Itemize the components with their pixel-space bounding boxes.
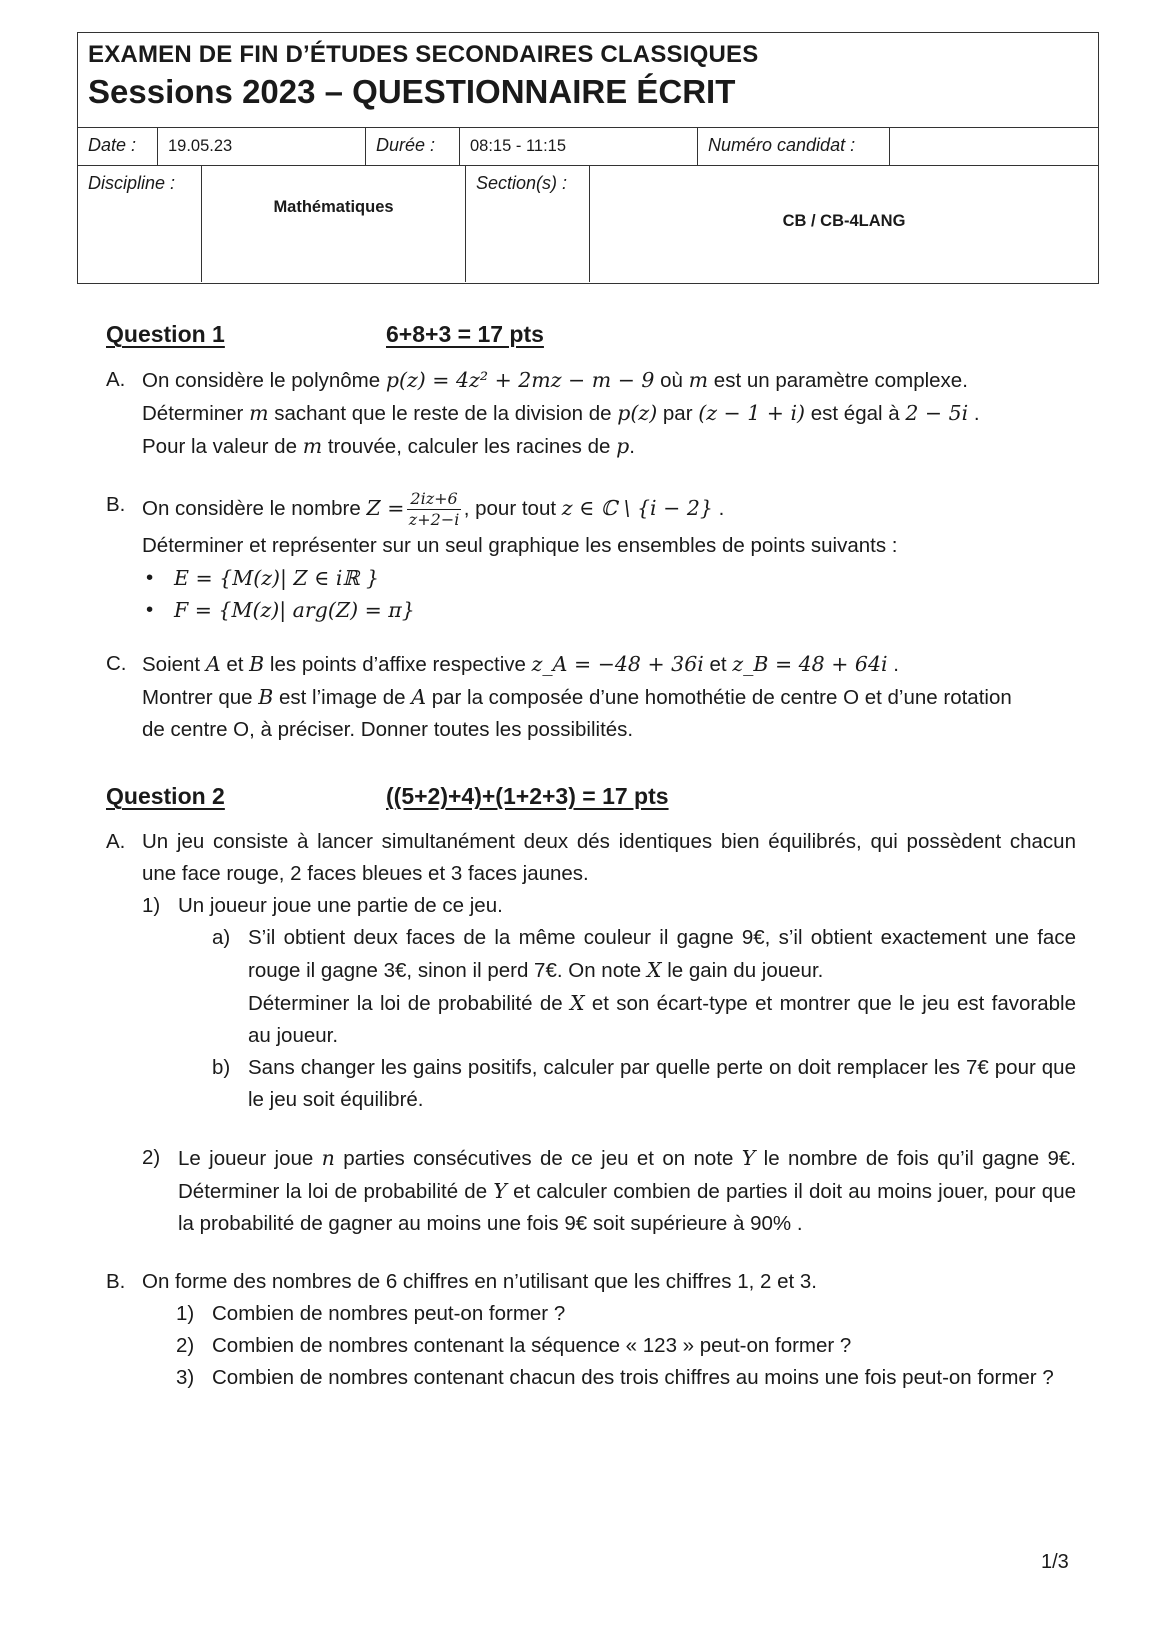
sub-label: 3) xyxy=(176,1366,195,1389)
date-value: 19.05.23 xyxy=(158,128,366,165)
math: F = {M(z)| arg(Z) = π} xyxy=(174,598,415,622)
text: Déterminer xyxy=(142,402,250,425)
question-1-title: Question 1 xyxy=(106,321,225,347)
text: . xyxy=(712,496,725,520)
numero-candidat-field[interactable] xyxy=(890,128,1098,165)
text-line xyxy=(142,489,1076,530)
part-label: A. xyxy=(106,830,126,853)
math: X xyxy=(569,991,585,1015)
text: . xyxy=(629,435,635,458)
list-item xyxy=(176,1330,1076,1362)
sub-label: 2) xyxy=(176,1334,195,1357)
text-line xyxy=(142,364,1076,397)
q1-part-a-text xyxy=(142,364,1076,463)
sub-label: a) xyxy=(212,926,231,949)
part-label: B. xyxy=(106,1270,126,1293)
exam-title: EXAMEN DE FIN D’ÉTUDES SECONDAIRES CLASSIQUES xyxy=(88,41,759,68)
math: (z − 1 + i) xyxy=(698,401,806,425)
session-title: Sessions 2023 – QUESTIONNAIRE ÉCRIT xyxy=(88,73,736,110)
bullet-item xyxy=(146,562,1076,594)
q2-part-b-text xyxy=(142,1266,1076,1394)
math: m xyxy=(688,368,709,392)
sub-label: 1) xyxy=(176,1302,195,1325)
math: p(z) = 4z² + 2mz − m − 9 xyxy=(385,368,655,392)
text: On considère le nombre xyxy=(142,496,367,520)
text: Déterminer la loi de probabilité de xyxy=(248,992,570,1015)
sub-label: 1) xyxy=(142,894,161,917)
math: z_A = −48 + 36i xyxy=(531,652,704,676)
sections-label: Section(s) : xyxy=(466,166,590,282)
math: p xyxy=(616,434,630,458)
date-label: Date : xyxy=(78,128,158,165)
fraction-numerator: 2iz+6 xyxy=(407,489,460,510)
discipline-value: Mathématiques xyxy=(202,166,466,282)
math: B xyxy=(258,685,274,709)
sub-question-b xyxy=(212,1052,1076,1116)
q1-part-b-text xyxy=(142,489,1076,626)
text-line: de centre O, à préciser. Donner toutes les possibilités. xyxy=(142,718,634,741)
bullet-icon: • xyxy=(146,598,154,621)
text-line: Déterminer et représenter sur un seul graphique les ensembles de points suivants : xyxy=(142,534,898,557)
text: , pour tout xyxy=(463,496,562,520)
math: Y xyxy=(741,1146,756,1170)
header-row-discipline xyxy=(78,166,1098,282)
part-label: A. xyxy=(106,368,126,391)
fraction-denominator: z+2−i xyxy=(408,510,460,529)
text: est un paramètre complexe. xyxy=(708,369,968,392)
numero-candidat-label: Numéro candidat : xyxy=(698,128,890,165)
page-number: 1/3 xyxy=(1041,1551,1069,1573)
q2-part-a-text xyxy=(142,826,1076,1240)
q1-part-b xyxy=(106,489,1076,626)
sub-question-1-body xyxy=(178,890,1076,1116)
header-titles xyxy=(78,33,1098,128)
list-item xyxy=(176,1298,1076,1330)
math: m xyxy=(302,434,323,458)
text: par xyxy=(657,402,699,425)
part-label: B. xyxy=(106,493,126,516)
sub-label: b) xyxy=(212,1056,231,1079)
sub-question-2-text xyxy=(178,1142,1076,1240)
text: trouvée, calculer les racines de xyxy=(322,435,617,458)
text: le nombre de fois qu’il gagne 9€. Déterminer la loi de probabilité de xyxy=(178,1147,1076,1203)
list-item-text: Combien de nombres peut-on former ? xyxy=(212,1302,566,1325)
sub-question-2 xyxy=(142,1142,1076,1240)
sub-question-b-text: Sans changer les gains positifs, calculer par quelle perte on doit remplacer les 7€ pour que le jeu soit équilibré. xyxy=(248,1056,1076,1111)
question-1-heading xyxy=(106,318,1076,350)
exam-content xyxy=(106,318,1076,1394)
text: Soient xyxy=(142,653,206,676)
list-item xyxy=(176,1362,1076,1394)
math: n xyxy=(321,1146,335,1170)
text: et xyxy=(220,653,250,676)
text: par la composée d’une homothétie de centre O et d’une rotation xyxy=(426,686,1012,709)
sections-value: CB / CB-4LANG xyxy=(782,212,906,230)
q2-part-a xyxy=(106,826,1076,1240)
text: le gain du joueur. xyxy=(661,959,824,982)
text: On considère le polynôme xyxy=(142,369,386,392)
text: Pour la valeur de xyxy=(142,435,303,458)
text: parties consécutives de ce jeu et on note xyxy=(334,1147,742,1170)
text: Montrer que xyxy=(142,686,259,709)
question-1-points: 6+8+3 = 17 pts xyxy=(386,321,544,347)
text: les points d’affixe respective xyxy=(264,653,532,676)
sub-question-a-text xyxy=(248,922,1076,1052)
text-line xyxy=(142,648,1076,681)
text: sachant que le reste de la division de xyxy=(268,402,618,425)
intro-text: On forme des nombres de 6 chiffres en n’utilisant que les chiffres 1, 2 et 3. xyxy=(142,1270,817,1293)
discipline-label: Discipline : xyxy=(78,166,202,282)
text: et calculer combien de parties il doit au moins jouer, pour que la probabilité de gagner au moins une fois 9€ soit supérieure à 90% . xyxy=(178,1180,1076,1235)
intro-text: Un jeu consiste à lancer simultanément deux dés identiques bien équilibrés, qui possèdent chacun une face rouge, 2 faces bleues et 3 faces jaunes. xyxy=(142,830,1076,885)
sub-question-text: Un joueur joue une partie de ce jeu. xyxy=(178,894,503,917)
q1-part-c xyxy=(106,648,1076,746)
q1-part-a xyxy=(106,364,1076,463)
text: Le joueur joue xyxy=(178,1147,322,1170)
q2-part-b xyxy=(106,1266,1076,1394)
q1-part-c-text xyxy=(142,648,1076,746)
text: S’il obtient deux faces de la même couleur il gagne 9€, s’il obtient exactement une face rouge il gagne 3€, sinon il perd 7€. On note xyxy=(248,926,1076,982)
exam-header xyxy=(77,32,1099,284)
text: et son écart-type et montrer que le jeu est favorable au joueur. xyxy=(248,992,1076,1047)
sub-question-a xyxy=(212,922,1076,1052)
math: p(z) xyxy=(617,401,658,425)
duree-value: 08:15 - 11:15 xyxy=(460,128,698,165)
math: 2 − 5i xyxy=(905,401,969,425)
list-item-text: Combien de nombres contenant la séquence « 123 » peut-on former ? xyxy=(212,1334,852,1357)
bullet-item xyxy=(146,594,1076,626)
list-item-text: Combien de nombres contenant chacun des trois chiffres au moins une fois peut-on former ? xyxy=(212,1366,1054,1389)
math: Y xyxy=(493,1179,507,1203)
text: où xyxy=(654,369,689,392)
header-row-date xyxy=(78,128,1098,166)
text: . xyxy=(887,653,899,676)
bullet-icon: • xyxy=(146,566,154,589)
math: X xyxy=(646,958,662,982)
math: E = {M(z)| Z ∈ iℝ } xyxy=(174,566,380,590)
sub-question-1 xyxy=(142,890,1076,1116)
math: z_B = 48 + 64i xyxy=(732,652,888,676)
part-label: C. xyxy=(106,652,127,675)
text-line xyxy=(142,397,1076,430)
math: A xyxy=(411,685,426,709)
text-line xyxy=(142,681,1076,714)
text: et xyxy=(703,653,733,676)
math: B xyxy=(249,652,265,676)
question-2-points: ((5+2)+4)+(1+2+3) = 17 pts xyxy=(386,783,669,809)
math: A xyxy=(205,652,221,676)
text: . xyxy=(968,402,980,425)
math: z ∈ ℂ \ {i − 2} xyxy=(561,495,713,520)
text: est égal à xyxy=(805,402,906,425)
question-2-heading xyxy=(106,780,1076,812)
sub-label: 2) xyxy=(142,1146,161,1169)
duree-label: Durée : xyxy=(366,128,460,165)
math: m xyxy=(249,401,269,425)
math: Z = xyxy=(366,495,405,520)
text: est l’image de xyxy=(273,686,412,709)
question-2-title: Question 2 xyxy=(106,783,225,809)
text-line xyxy=(142,430,1076,463)
fraction xyxy=(407,489,460,530)
